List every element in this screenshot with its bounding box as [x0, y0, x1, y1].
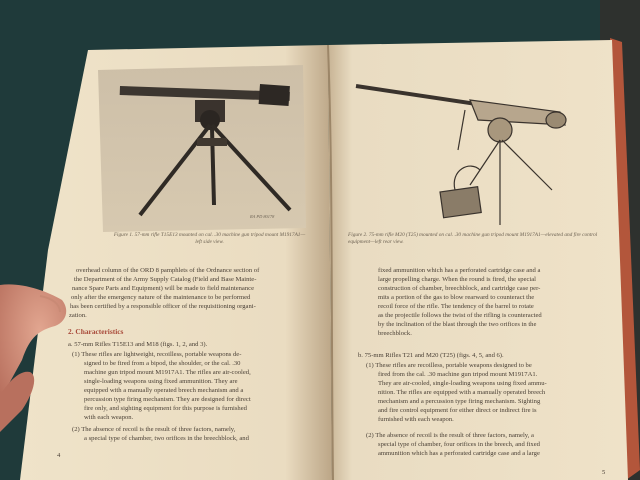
section-heading: 2. Characteristics — [68, 327, 124, 336]
item-b-2-line: ammunition which has a perforated cartridge case and a large — [378, 450, 540, 457]
item-a-1-line: machine gun tripod mount M1917A1. The rifles are air-cooled, — [84, 369, 251, 376]
item-b-1-line: furnished with each weapon. — [378, 416, 454, 423]
right-caption-text: Figure 2. 75-mm rifle M20 (T25) mounted on cal. .30 machine gun tripod mount M1917A1—elevated and fire control equipment—left rear view. — [348, 232, 598, 245]
right-page-number: 5 — [602, 469, 606, 476]
left-continued-line: zation. — [69, 312, 87, 319]
item-a-1-line: single-loading weapons using fixed ammunition. They are — [84, 378, 238, 385]
item-b-1-line: fired from the cal. .30 machine gun tripod mount M1917A1. — [378, 371, 538, 378]
left-continued-line: the Department of the Army Supply Catalog (Field and Base Mainte- — [74, 276, 257, 283]
item-a-title: a. 57-mm Rifles T15E13 and M18 (figs. 1, 2, and 3). — [68, 341, 208, 348]
right-continued-line: mits a portion of the gas to blow rearward to counteract the — [378, 294, 535, 301]
right-figure-caption — [348, 232, 610, 254]
left-continued-line: only after the emergency nature of the maintenance to be performed — [71, 294, 251, 301]
right-continued-line: fixed ammunition which has a perforated cartridge case and a — [378, 267, 541, 274]
item-b-2-line: (2) The absence of recoil is the result of three factors, namely, a — [366, 432, 534, 439]
right-continued-line: large propelling charge. When the round is fired, the special — [378, 276, 537, 283]
item-b-1-line: and fire control equipment for either direct or indirect fire is — [378, 407, 537, 414]
left-figure-photo — [98, 65, 306, 232]
left-continued-line: overhead column of the ORD 8 pamphlets of the Ordnance section of — [76, 267, 260, 274]
item-b-1-line: nition. The rifles are equipped with a manually operated breech — [378, 389, 546, 396]
item-b-title: b. 75-mm Rifles T21 and M20 (T25) (figs. 4, 5, and 6). — [358, 352, 504, 359]
item-b-1-line: mechanism and a percussion type firing mechanism. Sighting — [378, 398, 541, 405]
item-a-1-line: equipped with a manually operated breech mechanism and a — [84, 387, 244, 394]
photo-label: RA PD 80178 — [250, 214, 275, 219]
item-a-2-line: (2) The absence of recoil is the result of three factors, namely, — [72, 426, 236, 433]
right-continued-line: as the projectile follows the twist of the rifling is counteracted — [378, 312, 542, 319]
item-b-1-line: (1) These rifles are recoilless, portable weapons designed to be — [366, 362, 532, 369]
left-page-number: 4 — [57, 452, 61, 459]
item-a-2-line: a special type of chamber, two orifices in the breechblock, and — [84, 435, 249, 442]
left-figure-caption — [112, 232, 307, 254]
left-continued-line: nance Spare Parts and Equipment) will be made to field maintenance — [72, 285, 254, 292]
item-a-1-line: fire only, and sighting equipment for this purpose is furnished — [84, 405, 247, 412]
item-b-2-line: special type of chamber, four orifices in the breech, and fixed — [378, 441, 540, 448]
item-a-1-line: signed to be fired from a bipod, the shoulder, or the cal. .30 — [84, 360, 241, 367]
left-caption-text: Figure 1. 57-mm rifle T15E13 mounted on cal. .30 machine gun tripod mount M1917A1—left side view. — [113, 232, 306, 245]
right-continued-line: construction of chamber, breechblock, and cartridge case per- — [378, 285, 541, 292]
left-continued-line: has been certified by a responsible officer of the requisitioning organi- — [70, 303, 256, 310]
right-continued-line: by the inclination of the blast through the two orifices in the — [378, 321, 537, 328]
right-continued-line: recoil force of the rifle. The tendency of the barrel to rotate — [378, 303, 534, 310]
right-continued-line: breechblock. — [378, 330, 412, 337]
left-page-text — [57, 267, 260, 459]
item-a-1-line: with each weapon. — [84, 414, 134, 421]
item-a-1-line: (1) These rifles are lightweight, recoilless, portable weapons de- — [72, 351, 242, 358]
item-a-1-line: percussion type firing mechanism. They are designed for direct — [84, 396, 251, 403]
item-b-1-line: They are air-cooled, single-loading weapons using fixed ammu- — [378, 380, 547, 387]
